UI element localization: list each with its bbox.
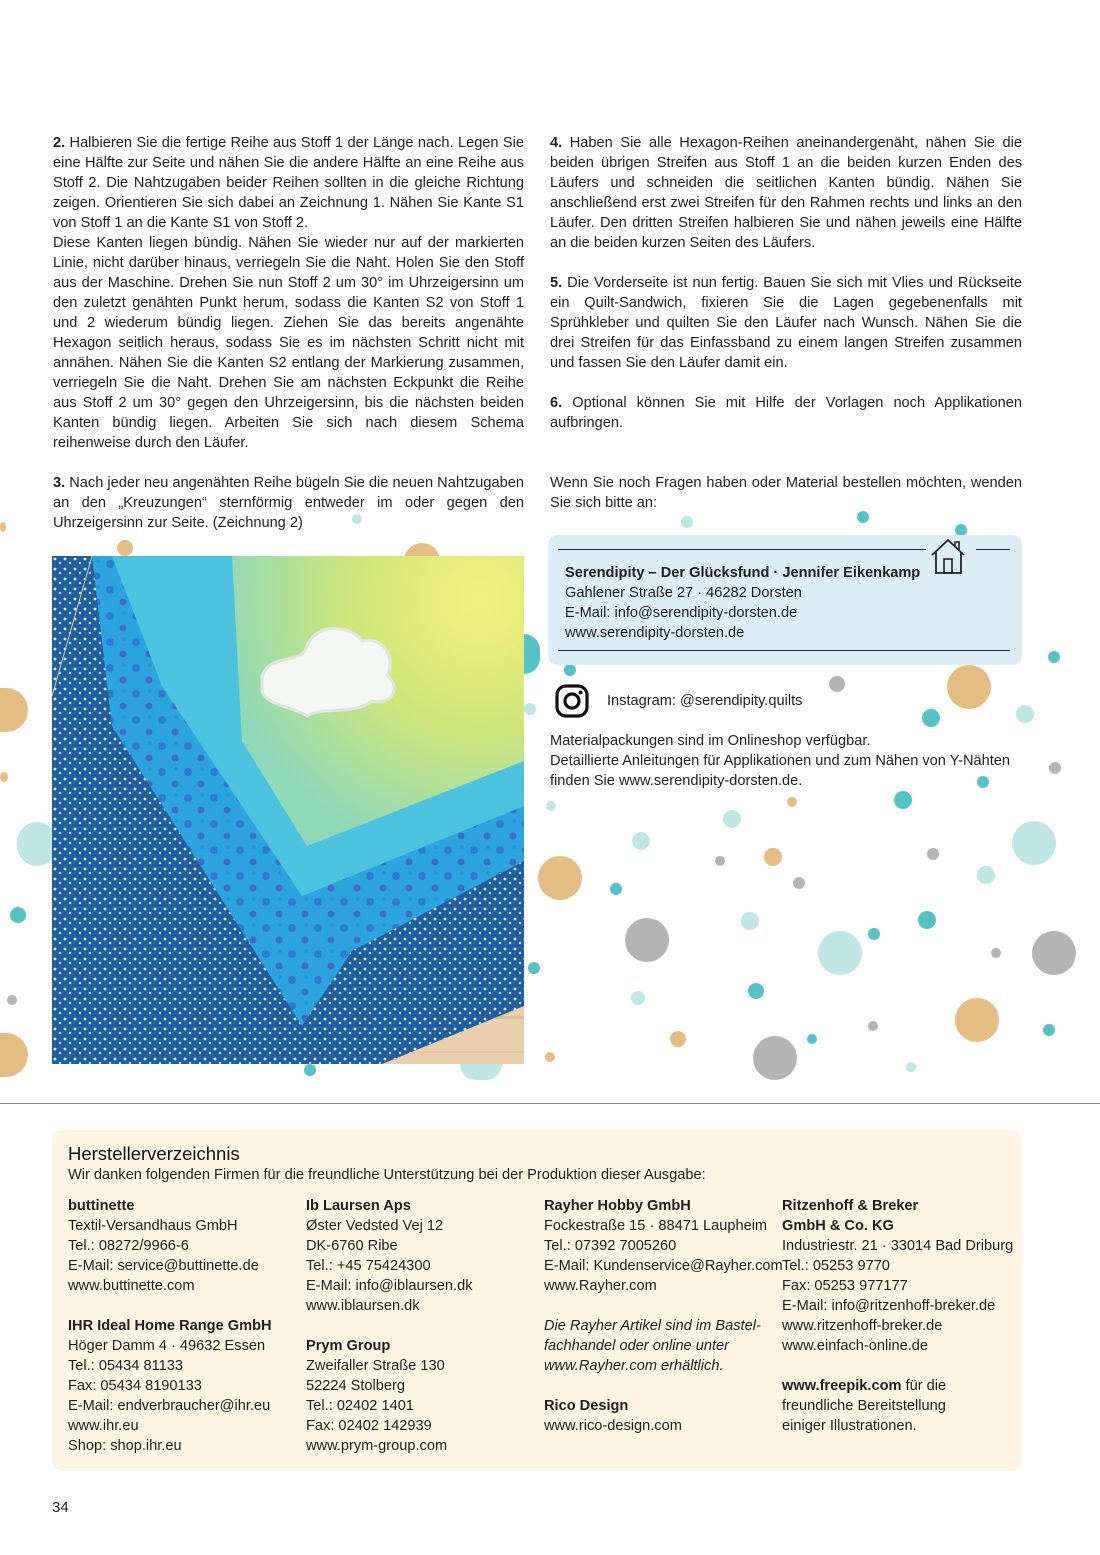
contact-intro: Wenn Sie noch Fragen haben oder Material bestellen möchten, wenden Sie sich bitte an: xyxy=(550,475,1022,511)
step-6-number: 6. xyxy=(550,395,563,411)
manufacturer-directory xyxy=(52,1130,1022,1471)
freepik-text: einiger Illustrationen. xyxy=(782,1418,917,1434)
step-5-paragraph xyxy=(550,273,1022,373)
company-website[interactable]: www.ritzenhoff-breker.de xyxy=(782,1318,943,1334)
rayher-note: Die Rayher Artikel sind im Bastel- xyxy=(544,1318,761,1334)
company-email[interactable]: E-Mail: service@buttinette.de xyxy=(68,1258,259,1274)
company-address: Fockestraße 15 · 88471 Laupheim xyxy=(544,1218,768,1234)
rayher-note: fachhandel oder online unter xyxy=(544,1338,729,1354)
contact-website[interactable]: www.serendipity-dorsten.de xyxy=(565,625,745,641)
directory-column-4 xyxy=(782,1196,1013,1436)
contact-email[interactable]: E-Mail: info@serendipity-dorsten.de xyxy=(565,605,798,621)
instagram-handle[interactable]: Instagram: @serendipity.quilts xyxy=(607,693,803,709)
contact-box xyxy=(548,535,1022,665)
company-line: Textil-Versandhaus GmbH xyxy=(68,1218,238,1234)
step-3-number: 3. xyxy=(53,475,66,491)
company-name: buttinette xyxy=(68,1198,135,1214)
company-phone: Tel.: 02402 1401 xyxy=(306,1398,414,1414)
quilt-photo xyxy=(52,556,524,1064)
company-phone: Tel.: +45 75424300 xyxy=(306,1258,431,1274)
company-fax: Fax: 02402 142939 xyxy=(306,1418,432,1434)
step-5-text: Die Vorderseite ist nun fertig. Bauen Sie sich mit Vlies und Rückseite ein Quilt-Sandwich, fixieren Sie die Lagen gegebenenfalls mit Sprühkleber und quilten Sie den Läufer nach Wunsch. Nähen Sie die drei Streifen für das Einfassband zu einem langen Streifen zusammen und fassen Sie den Läufer damit ein. xyxy=(550,275,1022,371)
step-2-text-a: Halbieren Sie die fertige Reihe aus Stoff 1 der Länge nach. Legen Sie eine Hälfte zur Seite und nähen Sie die andere Hälfte an eine Reihe aus Stoff 2. Die Nahtzugaben beider Reihen sollten in die gleiche Richtung zeigen. Orientieren Sie sich dabei an Zeichnung 1. Nähen Sie Kante S1 von Stoff 1 an die Kante S1 von Stoff 2. xyxy=(53,135,524,231)
step-3-paragraph xyxy=(53,473,524,533)
company-phone: Tel.: 07392 7005260 xyxy=(544,1238,677,1254)
company-email[interactable]: E-Mail: Kundenservice@Rayher.com xyxy=(544,1258,783,1274)
company-name-line-2: GmbH & Co. KG xyxy=(782,1218,894,1234)
step-2-number: 2. xyxy=(53,135,66,151)
company-phone: Tel.: 05434 81133 xyxy=(68,1358,183,1374)
company-name: Rico Design xyxy=(544,1398,629,1414)
company-address: Industriestr. 21 · 33014 Bad Driburg xyxy=(782,1238,1014,1254)
company-website[interactable]: www.ihr.eu xyxy=(68,1418,139,1434)
step-6-text: Optional können Sie mit Hilfe der Vorlagen noch Applikationen aufbringen. xyxy=(550,395,1022,431)
contact-details xyxy=(565,563,920,643)
shop-note-line-1: Materialpackungen sind im Onlineshop verfügbar. xyxy=(550,733,871,749)
contact-top-rule xyxy=(558,549,926,550)
directory-column-3 xyxy=(544,1196,783,1436)
company-name: Ib Laursen Aps xyxy=(306,1198,411,1214)
shop-note xyxy=(550,731,1030,791)
company-phone: Tel.: 05253 9770 xyxy=(782,1258,890,1274)
company-address: Øster Vedsted Vej 12 xyxy=(306,1218,444,1234)
company-name: IHR Ideal Home Range GmbH xyxy=(68,1318,272,1334)
right-text-column xyxy=(550,133,1022,513)
contact-bottom-rule xyxy=(558,650,1010,651)
directory-column-1 xyxy=(68,1196,272,1456)
contact-top-rule-end xyxy=(976,549,1010,550)
company-email[interactable]: E-Mail: endverbraucher@ihr.eu xyxy=(68,1398,271,1414)
instagram-icon xyxy=(555,684,589,718)
company-shop[interactable]: Shop: shop.ihr.eu xyxy=(68,1438,182,1454)
rayher-note: www.Rayher.com erhältlich. xyxy=(544,1358,724,1374)
company-address: Höger Damm 4 · 49632 Essen xyxy=(68,1338,266,1354)
company-website[interactable]: www.Rayher.com xyxy=(544,1278,657,1294)
step-2-text-b: Diese Kanten liegen bündig. Nähen Sie wieder nur auf der markierten Linie, nicht darüber hinaus, verriegeln Sie die Naht. Holen Sie den Stoff aus der Maschine. Drehen Sie nun Stoff 2 um 30° im Uhrzeigersinn um den zuletzt genähten Punkt herum, sodass die Kanten S2 von Stoff 1 und 2 wiederum bündig liegen. Ziehen Sie das bereits angenähte Hexagon seitlich heraus, sodass Sie es im nächsten Schritt nicht mit annähen. Nähen Sie die Kanten S2 entlang der Markierung zusammen, verriegeln Sie die Naht. Drehen Sie am nächsten Eckpunkt die Reihe aus Stoff 2 um 30° gegen den Uhrzeigersinn, bis die nächsten beiden Kanten bündig liegen. Arbeiten Sie sich nach diesem Schema reihenweise durch den Läufer. xyxy=(53,235,524,451)
directory-subtitle: Wir danken folgenden Firmen für die freundliche Unterstützung bei der Produktion dieser Ausgabe: xyxy=(68,1167,706,1183)
company-website[interactable]: www.iblaursen.dk xyxy=(306,1298,420,1314)
company-name: Prym Group xyxy=(306,1338,391,1354)
company-website[interactable]: www.einfach-online.de xyxy=(782,1338,929,1354)
company-address: Zweifaller Straße 130 xyxy=(306,1358,445,1374)
shop-note-line-2: Detaillierte Anleitungen für Applikationen und zum Nähen von Y-Nähten finden Sie www.serendipity-dorsten.de. xyxy=(550,753,1011,789)
company-fax: Fax: 05253 977177 xyxy=(782,1278,908,1294)
step-3-text: Nach jeder neu angenähten Reihe bügeln Sie die neuen Nahtzugaben an den „Kreuzungen“ sternförmig entweder im oder gegen den Uhrzeigersinn zur Seite. (Zeichnung 2) xyxy=(53,475,524,531)
left-text-column xyxy=(53,133,524,533)
company-name: Ritzenhoff & Breker xyxy=(782,1198,919,1214)
company-website[interactable]: www.prym-group.com xyxy=(306,1438,448,1454)
company-city: 52224 Stolberg xyxy=(306,1378,405,1394)
section-divider xyxy=(0,1103,1100,1104)
directory-title: Herstellerverzeichnis xyxy=(68,1143,240,1164)
company-email[interactable]: E-Mail: info@ritzenhoff-breker.de xyxy=(782,1298,996,1314)
company-name: Rayher Hobby GmbH xyxy=(544,1198,691,1214)
house-icon xyxy=(929,535,967,577)
contact-address: Gahlener Straße 27 · 46282 Dorsten xyxy=(565,585,802,601)
company-fax: Fax: 05434 8190133 xyxy=(68,1378,202,1394)
company-email[interactable]: E-Mail: info@iblaursen.dk xyxy=(306,1278,473,1294)
freepik-link[interactable]: www.freepik.com xyxy=(782,1378,902,1394)
step-5-number: 5. xyxy=(550,275,563,291)
step-4-number: 4. xyxy=(550,135,563,151)
contact-name: Serendipity – Der Glücksfund · Jennifer Eikenkamp xyxy=(565,565,921,581)
company-website[interactable]: www.buttinette.com xyxy=(68,1278,195,1294)
page-number: 34 xyxy=(52,1499,69,1516)
freepik-text: für die xyxy=(901,1378,947,1394)
directory-column-2 xyxy=(306,1196,473,1456)
step-2-paragraph xyxy=(53,133,524,233)
company-phone: Tel.: 08272/9966-6 xyxy=(68,1238,189,1254)
freepik-text: freundliche Bereitstellung xyxy=(782,1398,946,1414)
company-website[interactable]: www.rico-design.com xyxy=(544,1418,682,1434)
freepik-credit xyxy=(782,1376,1013,1396)
company-city: DK-6760 Ribe xyxy=(306,1238,398,1254)
step-4-paragraph xyxy=(550,133,1022,253)
step-4-text: Haben Sie alle Hexagon-Reihen aneinandergenäht, nähen Sie die beiden übrigen Streifen aus Stoff 1 an die beiden kurzen Enden des Läufers und schneiden die seitlichen Kanten bündig. Nähen Sie anschließend erst zwei Streifen für den Rahmen rechts und links an den Läufer. Den dritten Streifen halbieren Sie und nähen jeweils eine Hälfte an die beiden kurzen Seiten des Läufers. xyxy=(550,135,1022,251)
step-6-paragraph xyxy=(550,393,1022,433)
